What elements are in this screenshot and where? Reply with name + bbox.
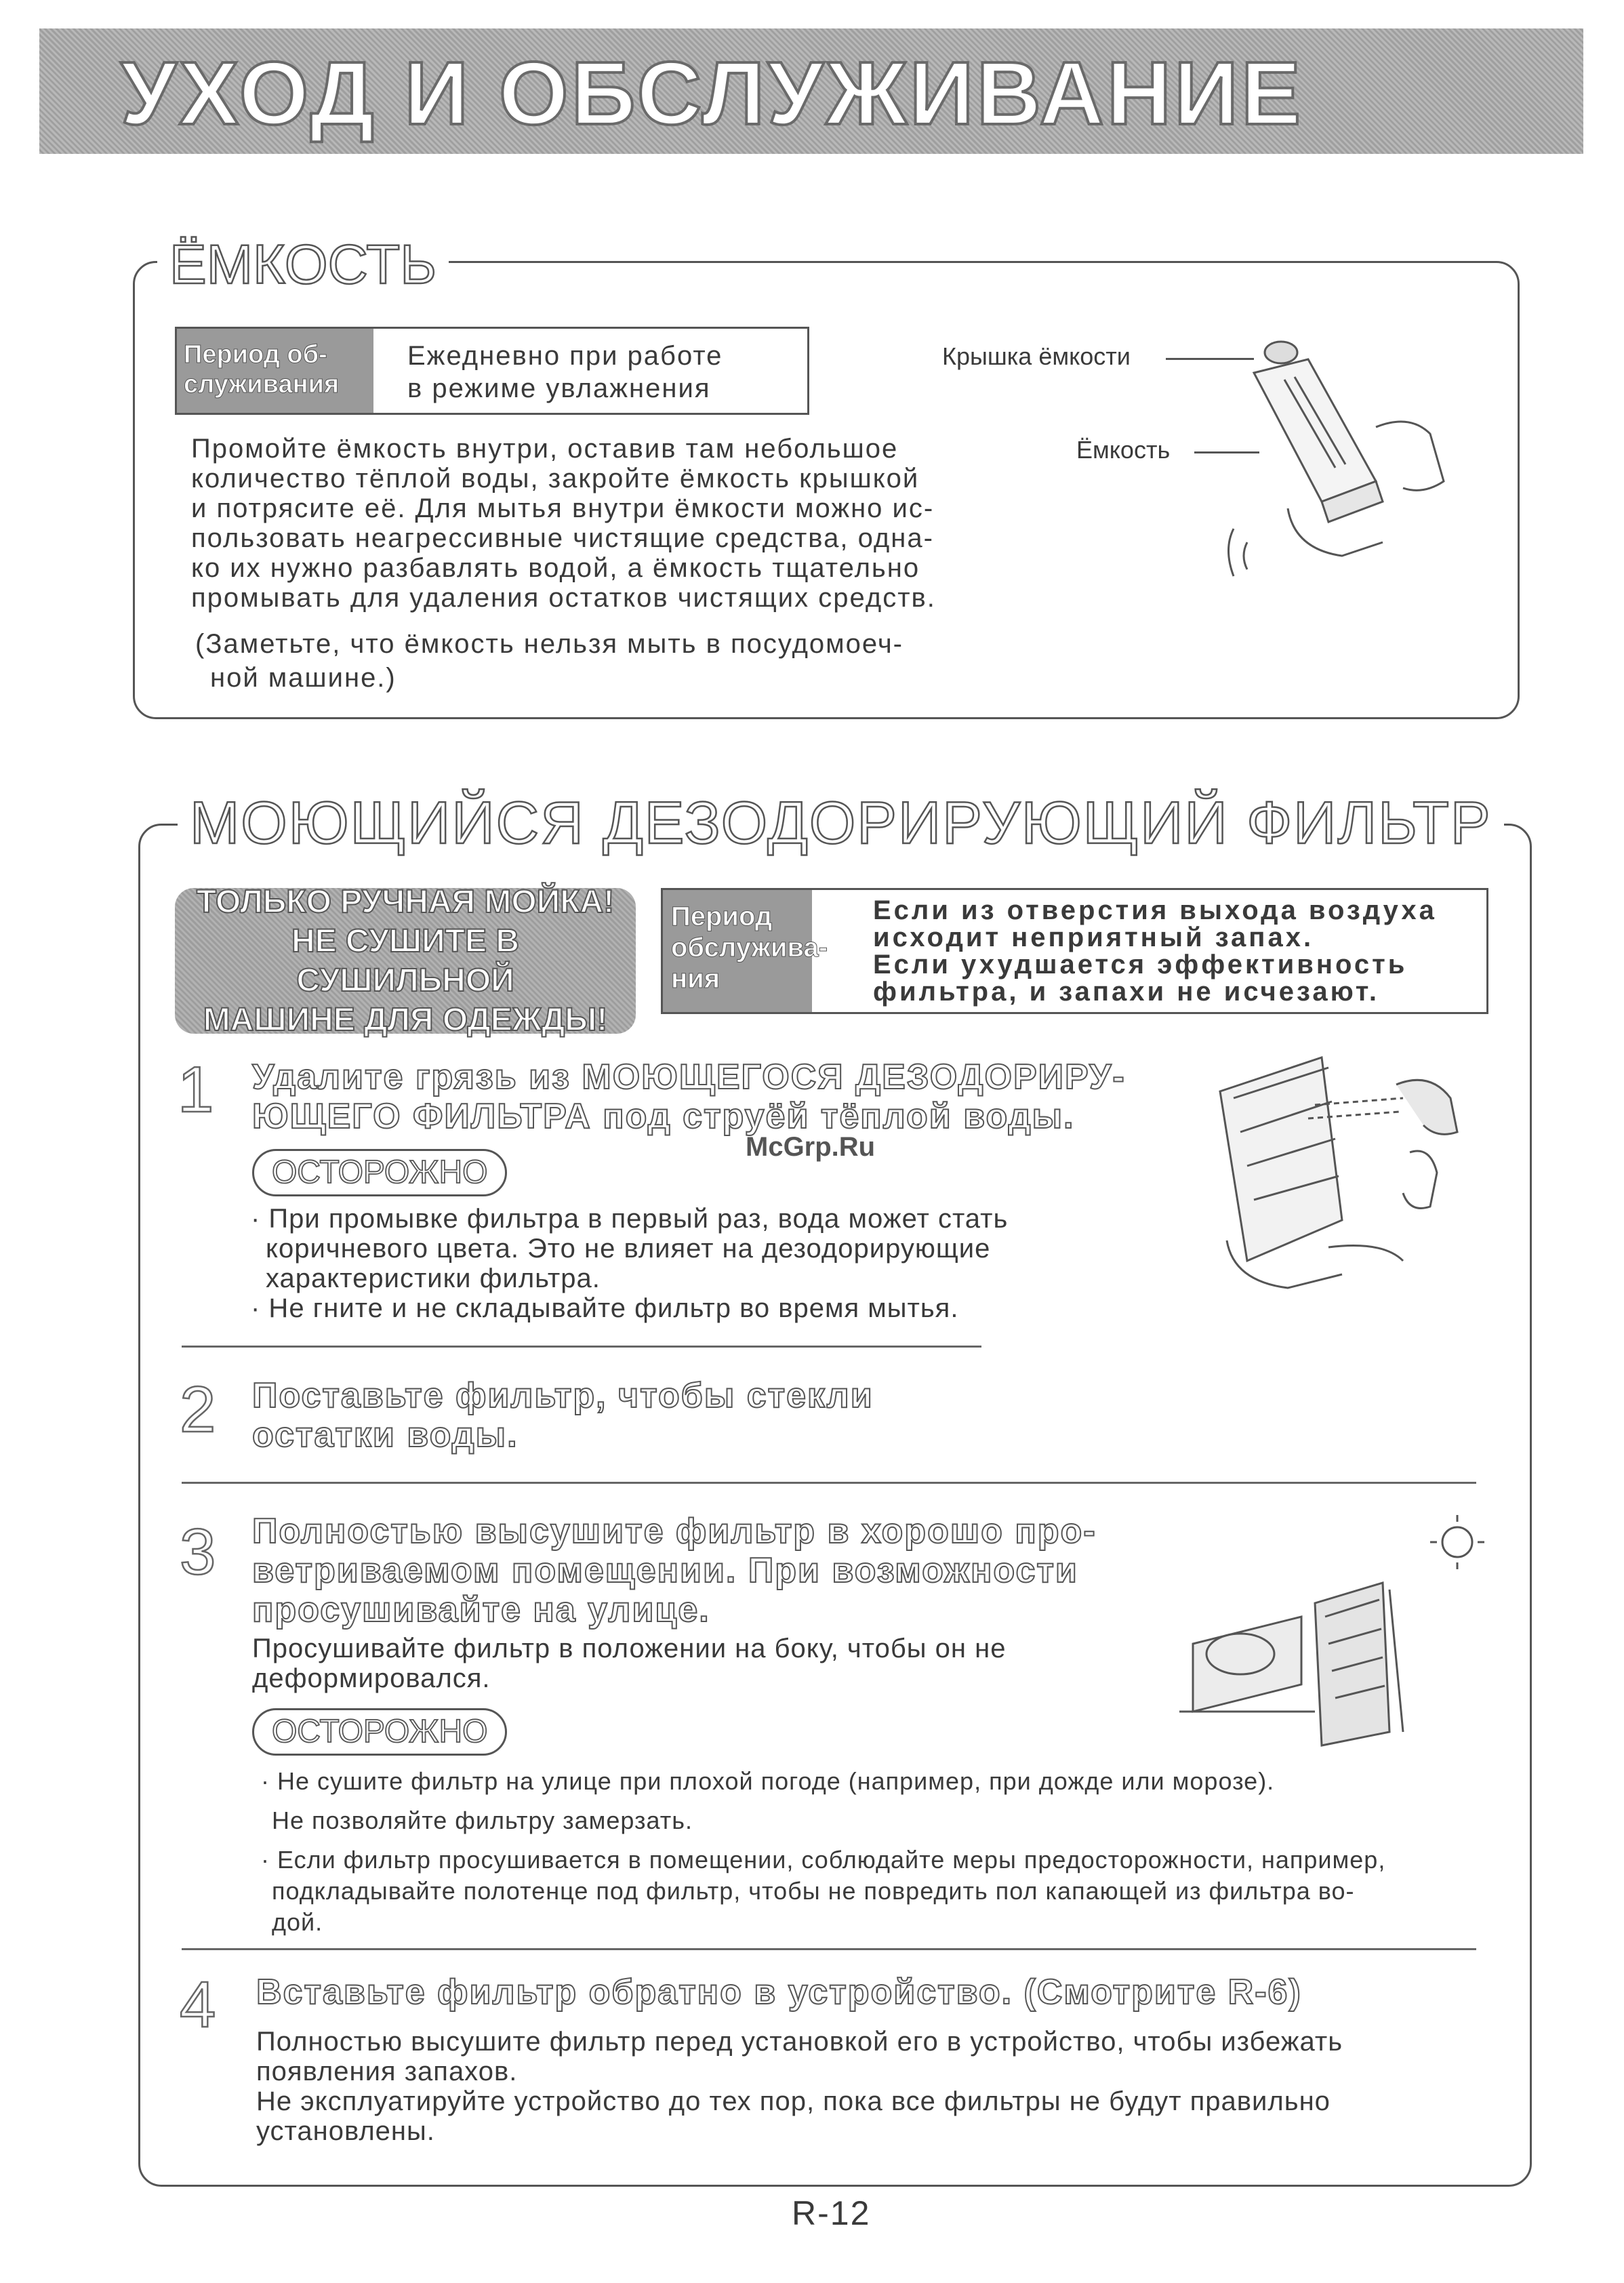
step-4-text-line: появления запахов. bbox=[256, 2057, 518, 2086]
step-3-title-line: ветриваемом помещении. При возможности bbox=[252, 1551, 1078, 1590]
filter-section-title: МОЮЩИЙСЯ ДЕЗОДОРИРУЮЩИЙ ФИЛЬТР bbox=[178, 793, 1504, 853]
step-1-note-line: · При промывке фильтра в первый раз, вода может стать bbox=[251, 1204, 1009, 1234]
step-1-note-line: коричневого цвета. Это не влияет на дезодорирующие bbox=[266, 1234, 991, 1264]
step-3-text bbox=[252, 1634, 1154, 1693]
tank-note-line: (Заметьте, что ёмкость нельзя мыть в посудомоеч- bbox=[195, 629, 904, 659]
step-1-note-line: · Не гните и не складывайте фильтр во время мытья. bbox=[251, 1293, 959, 1323]
filter-drying-illustration bbox=[1179, 1508, 1491, 1766]
step-3-note-line: подкладывайте полотенце под фильтр, чтобы не повредить пол капающей из фильтра во- bbox=[272, 1877, 1355, 1905]
step-1-notes bbox=[251, 1204, 1152, 1323]
watermark: McGrp.Ru bbox=[746, 1132, 876, 1162]
filter-period-box bbox=[661, 888, 1488, 1014]
tank-instruction-line: Промойте ёмкость внутри, оставив там небольшое bbox=[191, 434, 899, 464]
step-3-title bbox=[252, 1512, 1097, 1630]
tank-illustration bbox=[1206, 325, 1478, 610]
filter-period-value-line: исходит неприятный запах. bbox=[873, 923, 1314, 952]
step-1-note-line: характеристики фильтра. bbox=[266, 1264, 601, 1293]
hand-wash-warning-badge bbox=[175, 883, 636, 1038]
step-3-title-line: Полностью высушите фильтр в хорошо про- bbox=[252, 1512, 1097, 1551]
warning-line: ТОЛЬКО РУЧНАЯ МОЙКА! bbox=[196, 883, 615, 920]
tank-section-title: ЁМКОСТЬ bbox=[157, 237, 449, 293]
filter-period-label-line: Период bbox=[671, 902, 773, 931]
tank-period-label-line: служивания bbox=[184, 370, 340, 399]
tank-period-label-line: Период об- bbox=[184, 340, 327, 369]
step-2-title-line: Поставьте фильтр, чтобы стекли bbox=[252, 1376, 874, 1415]
step-4-text-line: установлены. bbox=[256, 2116, 435, 2146]
tank-instruction-line: и потрясите её. Для мытья внутри ёмкости можно ис- bbox=[191, 493, 935, 523]
step-3-text-line: деформировался. bbox=[252, 1663, 491, 1693]
step-4-text-line: Полностью высушите фильтр перед установкой его в устройство, чтобы избежать bbox=[256, 2027, 1343, 2057]
step-3-number: 3 bbox=[180, 1516, 216, 1588]
step-4-title: Вставьте фильтр обратно в устройство. (Смотрите R-6) bbox=[256, 1973, 1302, 2012]
filter-period-value-line: Если ухудшается эффективность bbox=[873, 950, 1408, 979]
step-1-number: 1 bbox=[178, 1053, 214, 1126]
step-3-note-line: · Не сушите фильтр на улице при плохой погоде (например, при дожде или морозе). bbox=[261, 1767, 1275, 1795]
step-3-text-line: Просушивайте фильтр в положении на боку, чтобы он не bbox=[252, 1634, 1007, 1663]
page-number: R-12 bbox=[792, 2194, 871, 2232]
step-3-note-line: дой. bbox=[272, 1908, 323, 1936]
step-1-caution-badge: ОСТОРОЖНО bbox=[252, 1149, 507, 1196]
step-3-notes bbox=[261, 1766, 1495, 1938]
filter-washing-illustration bbox=[1206, 1044, 1484, 1308]
step-4-text-line: Не эксплуатируйте устройство до тех пор, пока все фильтры не будут правильно bbox=[256, 2086, 1331, 2116]
tank-instruction-line: ко их нужно разбавлять водой, а ёмкость тщательно bbox=[191, 553, 920, 583]
step-3-title-line: просушивайте на улице. bbox=[252, 1590, 710, 1630]
tank-instruction-line: пользовать неагрессивные чистящие средства, одна- bbox=[191, 523, 934, 553]
step-2-number: 2 bbox=[180, 1373, 216, 1446]
tank-period-value-line: Ежедневно при работе bbox=[407, 341, 723, 371]
step-divider bbox=[182, 1482, 1476, 1484]
tank-cap-label: Крышка ёмкости bbox=[942, 342, 1131, 370]
step-3-note-line: · Если фильтр просушивается в помещении, соблюдайте меры предосторожности, например, bbox=[261, 1846, 1386, 1874]
filter-period-value bbox=[873, 897, 1437, 1005]
step-4-text bbox=[256, 2027, 1490, 2146]
warning-line: МАШИНЕ ДЛЯ ОДЕЖДЫ! bbox=[203, 1001, 608, 1038]
tank-instructions bbox=[191, 434, 1018, 613]
step-4-number: 4 bbox=[180, 1968, 216, 2041]
tank-period-label bbox=[177, 329, 373, 413]
filter-period-value-line: фильтра, и запахи не исчезают. bbox=[873, 977, 1379, 1007]
warning-line: НЕ СУШИТЕ В СУШИЛЬНОЙ bbox=[291, 923, 519, 998]
filter-period-label bbox=[663, 890, 828, 1012]
step-2-title bbox=[252, 1376, 874, 1455]
header-banner bbox=[39, 28, 1583, 154]
tank-period-value bbox=[407, 340, 723, 405]
filter-period-value-line: Если из отверстия выхода воздуха bbox=[873, 895, 1437, 925]
filter-period-label-line: ния bbox=[671, 964, 720, 994]
step-divider bbox=[182, 1948, 1476, 1950]
tank-note bbox=[195, 627, 1009, 695]
step-2-title-line: остатки воды. bbox=[252, 1415, 519, 1455]
step-3-caution-badge: ОСТОРОЖНО bbox=[252, 1708, 507, 1756]
page-title: УХОД И ОБСЛУЖИВАНИЕ bbox=[121, 43, 1304, 143]
step-1-title-line: ЮЩЕГО ФИЛЬТРА под струёй тёплой воды. bbox=[252, 1097, 1075, 1136]
tank-period-value-line: в режиме увлажнения bbox=[407, 373, 711, 403]
step-3-note-line: Не позволяйте фильтру замерзать. bbox=[272, 1806, 693, 1834]
tank-period-box bbox=[175, 327, 809, 415]
tank-body-label: Ёмкость bbox=[1076, 436, 1171, 464]
step-1-title-line: Удалите грязь из МОЮЩЕГОСЯ ДЕЗОДОРИРУ- bbox=[252, 1057, 1126, 1097]
step-divider bbox=[182, 1346, 981, 1348]
tank-note-line: ной машине.) bbox=[210, 663, 397, 693]
tank-instruction-line: количество тёплой воды, закройте ёмкость крышкой bbox=[191, 464, 920, 493]
filter-period-label-line: обслужива- bbox=[671, 933, 828, 963]
tank-instruction-line: промывать для удаления остатков чистящих средств. bbox=[191, 583, 936, 613]
step-1-title bbox=[252, 1057, 1126, 1136]
